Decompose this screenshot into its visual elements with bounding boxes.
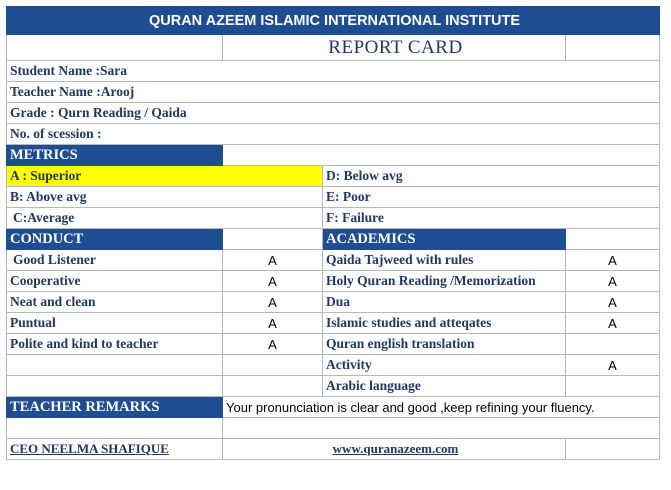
academics-item-label: Holy Quran Reading /Memorization: [323, 271, 566, 292]
metric-failure: F: Failure: [323, 208, 660, 229]
conduct-item-label: Cooperative: [7, 271, 223, 292]
ceo-name: CEO NEELMA SHAFIQUE: [7, 439, 223, 460]
conduct-item-label: Neat and clean: [7, 292, 223, 313]
empty-cell: [566, 229, 660, 250]
academics-item-grade: A: [566, 313, 660, 334]
website-link[interactable]: www.quranazeem.com: [223, 439, 566, 460]
academics-item-label: Islamic studies and atteqates: [323, 313, 566, 334]
academics-item-label: Qaida Tajweed with rules: [323, 250, 566, 271]
sessions-count: No. of scession :: [7, 124, 660, 145]
empty-cell: [7, 418, 223, 439]
student-name: Student Name :Sara: [7, 61, 660, 82]
academics-item-grade: [566, 334, 660, 355]
table-row: [7, 355, 660, 376]
empty-cell: [566, 439, 660, 460]
blank-row: [7, 418, 660, 439]
academics-item-grade: [566, 376, 660, 397]
teacher-name: Teacher Name :Arooj: [7, 82, 660, 103]
academics-item-grade: A: [566, 292, 660, 313]
empty-cell: [223, 376, 323, 397]
empty-cell: [223, 229, 323, 250]
academics-item-label: Dua: [323, 292, 566, 313]
empty-cell: [223, 418, 660, 439]
conduct-item-grade: A: [223, 334, 323, 355]
student-name-row: [7, 61, 660, 82]
conduct-item-label: Polite and kind to teacher: [7, 334, 223, 355]
conduct-item-grade: A: [223, 292, 323, 313]
conduct-item-label: Puntual: [7, 313, 223, 334]
teacher-remarks-heading: TEACHER REMARKS: [7, 397, 223, 418]
section-header-row: [7, 229, 660, 250]
table-row: [7, 250, 660, 271]
academics-item-label: Activity: [323, 355, 566, 376]
table-row: [7, 334, 660, 355]
metric-superior: A : Superior: [7, 166, 323, 187]
empty-cell: [223, 145, 660, 166]
metrics-row-1: [7, 166, 660, 187]
conduct-item-grade: A: [223, 313, 323, 334]
metrics-heading: METRICS: [7, 145, 223, 166]
empty-cell: [7, 376, 223, 397]
report-card-title: REPORT CARD: [223, 35, 566, 61]
report-card-sheet: [6, 6, 660, 460]
empty-cell: [223, 355, 323, 376]
academics-heading: ACADEMICS: [323, 229, 566, 250]
metric-average: C:Average: [7, 208, 323, 229]
conduct-item-grade: A: [223, 250, 323, 271]
empty-cell: [566, 35, 660, 61]
metrics-row-3: [7, 208, 660, 229]
metrics-row-2: [7, 187, 660, 208]
conduct-heading: CONDUCT: [7, 229, 223, 250]
table-row: [7, 313, 660, 334]
title-row: [7, 7, 660, 35]
remarks-row: [7, 397, 660, 418]
metric-above-avg: B: Above avg: [7, 187, 323, 208]
academics-item-label: Arabic language: [323, 376, 566, 397]
academics-item-grade: A: [566, 250, 660, 271]
academics-item-grade: A: [566, 271, 660, 292]
sessions-row: [7, 124, 660, 145]
grade-level: Grade : Qurn Reading / Qaida: [7, 103, 660, 124]
metric-poor: E: Poor: [323, 187, 660, 208]
teacher-name-row: [7, 82, 660, 103]
grade-row: [7, 103, 660, 124]
empty-cell: [7, 355, 223, 376]
teacher-remarks-text: Your pronunciation is clear and good ,keep refining your fluency.: [223, 397, 660, 418]
metric-below-avg: D: Below avg: [323, 166, 660, 187]
report-title-row: [7, 35, 660, 61]
conduct-item-grade: A: [223, 271, 323, 292]
table-row: [7, 376, 660, 397]
conduct-item-label: Good Listener: [7, 250, 223, 271]
academics-item-grade: A: [566, 355, 660, 376]
footer-row: [7, 439, 660, 460]
academics-item-label: Quran english translation: [323, 334, 566, 355]
table-row: [7, 271, 660, 292]
empty-cell: [7, 35, 223, 61]
metrics-header-row: [7, 145, 660, 166]
institute-title: QURAN AZEEM ISLAMIC INTERNATIONAL INSTITUTE: [7, 7, 660, 35]
table-row: [7, 292, 660, 313]
